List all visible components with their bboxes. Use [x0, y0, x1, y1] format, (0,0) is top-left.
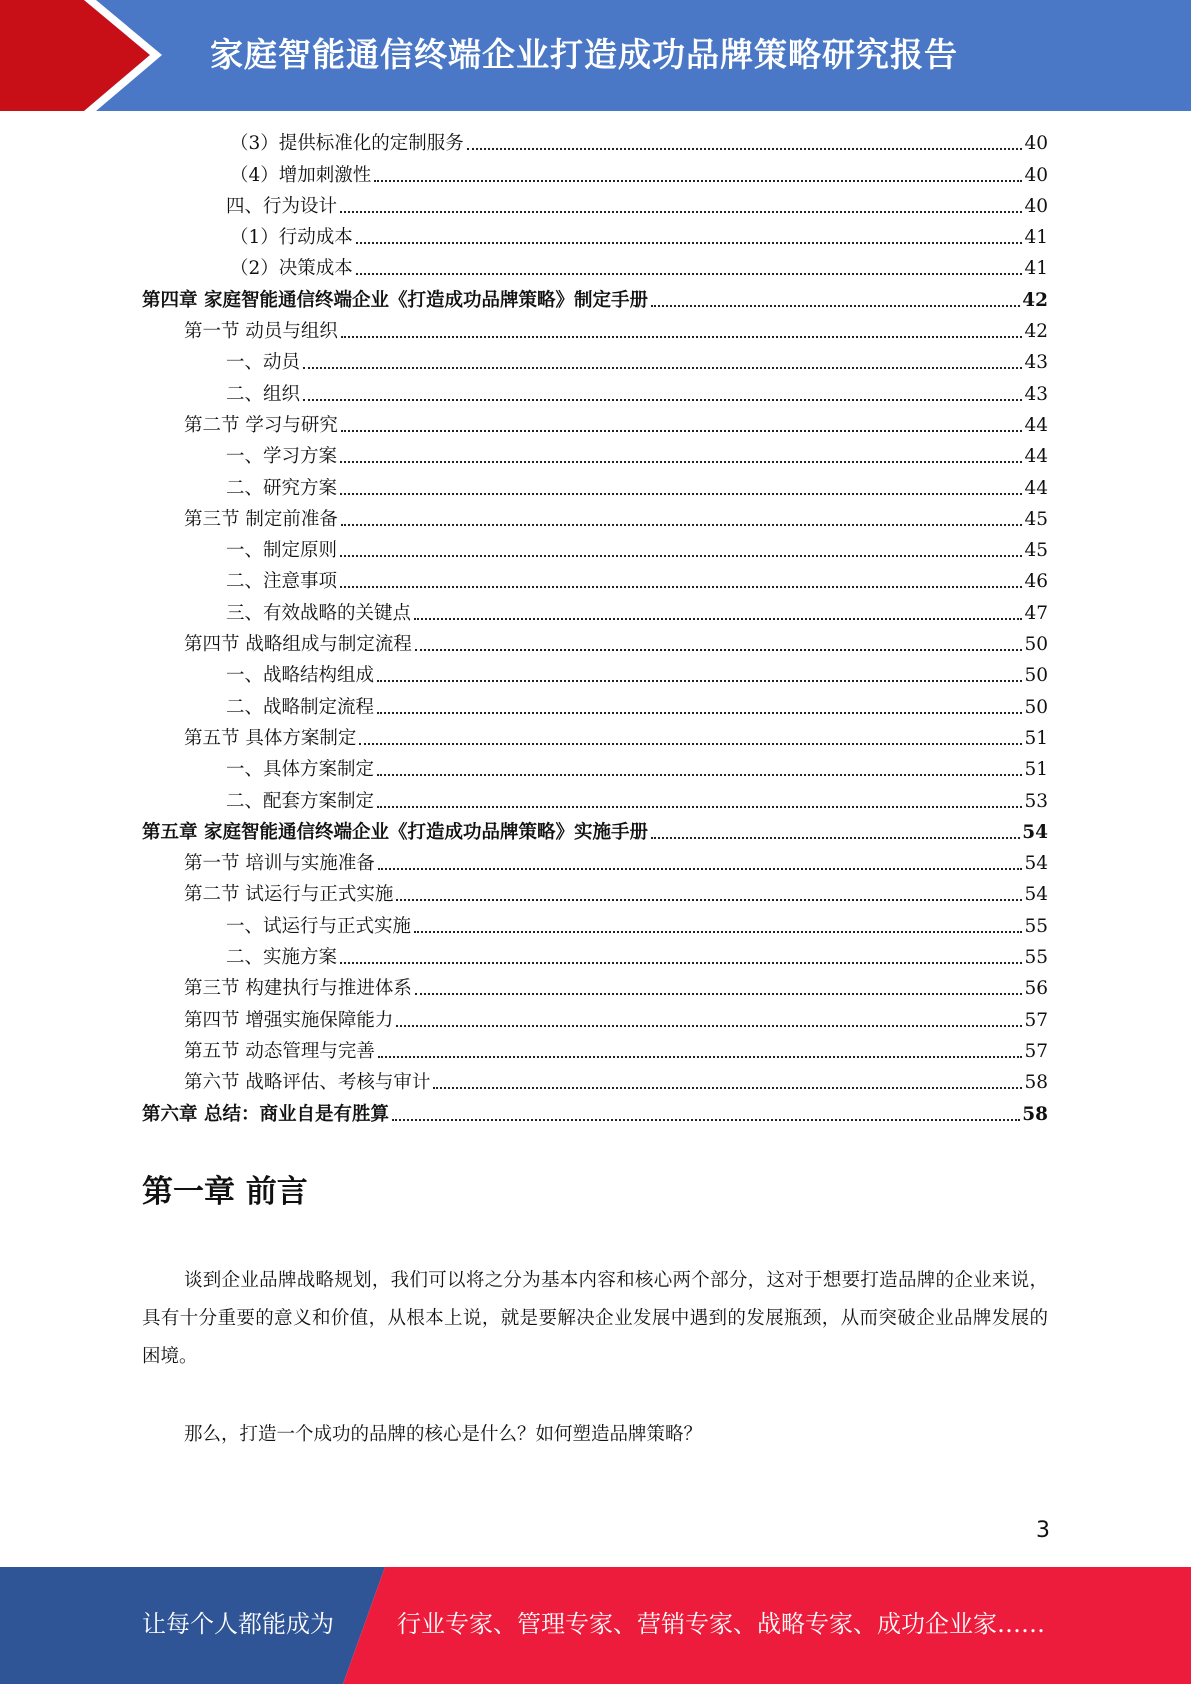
toc-entry-page: 44 [1024, 414, 1048, 436]
toc-entry-page: 45 [1024, 540, 1048, 562]
toc-entry-page: 40 [1024, 164, 1048, 186]
toc-leader-dots [340, 493, 1022, 495]
toc-leader-dots [356, 273, 1023, 275]
toc-entry[interactable] [142, 848, 1048, 879]
toc-entry-page: 50 [1024, 634, 1048, 656]
toc-leader-dots [377, 680, 1022, 682]
toc-entry-page: 46 [1024, 571, 1048, 593]
body-paragraph: 那么，打造一个成功的品牌的核心是什么？如何塑造品牌策略？ [184, 1424, 703, 1445]
toc-leader-dots [377, 774, 1022, 776]
toc-leader-dots [341, 524, 1023, 526]
toc-entry-page: 57 [1024, 1040, 1048, 1062]
toc-leader-dots [651, 305, 1020, 307]
toc-leader-dots [415, 649, 1023, 651]
toc-entry-page: 58 [1022, 1103, 1048, 1125]
toc-entry-title: 一、制定原则 [226, 540, 338, 562]
toc-entry[interactable] [142, 566, 1048, 597]
toc-entry-page: 45 [1024, 508, 1048, 530]
toc-entry[interactable] [142, 629, 1048, 660]
toc-entry-title: 二、配套方案制定 [226, 790, 375, 812]
toc-entry-title: 第六章 总结：商业自是有胜算 [142, 1103, 389, 1125]
toc-leader-dots [303, 399, 1022, 401]
toc-entry-page: 42 [1024, 321, 1048, 343]
toc-leader-dots [378, 868, 1023, 870]
toc-entry[interactable] [142, 910, 1048, 941]
toc-entry-page: 57 [1024, 1009, 1048, 1031]
toc-entry-page: 55 [1024, 947, 1048, 969]
toc-entry-page: 51 [1024, 759, 1048, 781]
toc-leader-dots [340, 962, 1022, 964]
toc-entry-title: 第六节 战略评估、考核与审计 [184, 1072, 431, 1094]
toc-entry-page: 40 [1024, 133, 1048, 155]
toc-entry-title: 二、战略制定流程 [226, 696, 375, 718]
toc-leader-dots [433, 1087, 1022, 1089]
chapter-heading: 第一章 前言 [142, 1174, 308, 1210]
toc-entry[interactable] [142, 347, 1048, 378]
toc-entry-title: 一、学习方案 [226, 446, 338, 468]
toc-entry[interactable] [142, 222, 1048, 253]
toc-entry[interactable] [142, 253, 1048, 284]
table-of-contents [142, 128, 1048, 1130]
toc-entry-page: 55 [1024, 915, 1048, 937]
toc-entry[interactable] [142, 691, 1048, 722]
toc-entry[interactable] [142, 597, 1048, 628]
footer-slogan-right: 行业专家、管理专家、营销专家、战略专家、成功企业家…… [397, 1610, 1045, 1638]
page-number: 3 [1036, 1518, 1050, 1543]
toc-entry-title: 第四节 战略组成与制定流程 [184, 634, 412, 656]
toc-entry-title: 二、研究方案 [226, 477, 338, 499]
toc-entry-page: 53 [1024, 790, 1048, 812]
toc-entry-title: 第五节 动态管理与完善 [184, 1040, 375, 1062]
toc-entry[interactable] [142, 441, 1048, 472]
toc-entry[interactable] [142, 817, 1048, 848]
toc-entry[interactable] [142, 410, 1048, 441]
toc-entry-page: 44 [1024, 477, 1048, 499]
toc-leader-dots [378, 1056, 1023, 1058]
toc-leader-dots [651, 837, 1020, 839]
toc-entry[interactable] [142, 504, 1048, 535]
toc-entry[interactable] [142, 754, 1048, 785]
toc-entry[interactable] [142, 660, 1048, 691]
toc-entry-page: 43 [1024, 352, 1048, 374]
toc-leader-dots [396, 1025, 1022, 1027]
toc-entry[interactable] [142, 472, 1048, 503]
toc-entry-page: 50 [1024, 665, 1048, 687]
toc-leader-dots [374, 180, 1022, 182]
toc-leader-dots [303, 367, 1022, 369]
toc-leader-dots [340, 555, 1022, 557]
toc-entry-page: 54 [1024, 884, 1048, 906]
toc-entry[interactable] [142, 128, 1048, 159]
toc-entry[interactable] [142, 1004, 1048, 1035]
toc-entry-title: 二、实施方案 [226, 947, 338, 969]
toc-entry-title: 第一节 动员与组织 [184, 321, 338, 343]
toc-entry[interactable] [142, 159, 1048, 190]
toc-entry-page: 41 [1024, 227, 1048, 249]
toc-leader-dots [396, 899, 1022, 901]
toc-entry[interactable] [142, 785, 1048, 816]
footer-banner [0, 1567, 1191, 1684]
toc-entry-title: 二、注意事项 [226, 571, 338, 593]
toc-entry[interactable] [142, 1098, 1048, 1129]
toc-leader-dots [414, 931, 1022, 933]
toc-leader-dots [340, 586, 1022, 588]
toc-entry-title: 第一节 培训与实施准备 [184, 853, 375, 875]
toc-entry-title: 四、行为设计 [226, 195, 338, 217]
toc-entry-page: 54 [1024, 853, 1048, 875]
toc-entry[interactable] [142, 1036, 1048, 1067]
toc-entry[interactable] [142, 973, 1048, 1004]
toc-entry[interactable] [142, 284, 1048, 315]
toc-entry-page: 44 [1024, 446, 1048, 468]
toc-entry-title: （3）提供标准化的定制服务 [230, 133, 464, 155]
toc-entry-title: 第二节 学习与研究 [184, 414, 338, 436]
header-banner [0, 0, 1191, 111]
toc-entry-title: （4）增加刺激性 [230, 164, 372, 186]
toc-leader-dots [341, 430, 1023, 432]
toc-entry-title: 一、动员 [226, 352, 301, 374]
toc-entry[interactable] [142, 879, 1048, 910]
toc-entry-title: 第四章 家庭智能通信终端企业《打造成功品牌策略》制定手册 [142, 289, 648, 311]
toc-entry-page: 50 [1024, 696, 1048, 718]
toc-entry[interactable] [142, 535, 1048, 566]
toc-entry-page: 40 [1024, 195, 1048, 217]
toc-entry-page: 43 [1024, 383, 1048, 405]
toc-entry-page: 51 [1024, 727, 1048, 749]
toc-entry[interactable] [142, 378, 1048, 409]
toc-leader-dots [414, 618, 1022, 620]
toc-leader-dots [359, 743, 1022, 745]
toc-entry-title: 第五章 家庭智能通信终端企业《打造成功品牌策略》实施手册 [142, 821, 648, 843]
toc-entry-title: （1）行动成本 [230, 227, 353, 249]
footer-slogan-left: 让每个人都能成为 [142, 1610, 334, 1638]
toc-entry-title: 第四节 增强实施保障能力 [184, 1009, 394, 1031]
toc-entry[interactable] [142, 191, 1048, 222]
toc-entry[interactable] [142, 316, 1048, 347]
toc-leader-dots [377, 806, 1022, 808]
toc-leader-dots [340, 461, 1022, 463]
toc-entry-title: 第三节 构建执行与推进体系 [184, 978, 412, 1000]
toc-leader-dots [356, 242, 1023, 244]
toc-leader-dots [341, 336, 1023, 338]
toc-leader-dots [415, 993, 1023, 995]
toc-entry-page: 58 [1024, 1072, 1048, 1094]
toc-entry-title: 一、战略结构组成 [226, 665, 375, 687]
document-title: 家庭智能通信终端企业打造成功品牌策略研究报告 [210, 35, 958, 74]
toc-leader-dots [467, 148, 1023, 150]
toc-entry-page: 56 [1024, 978, 1048, 1000]
toc-leader-dots [377, 712, 1022, 714]
toc-entry-title: （2）决策成本 [230, 258, 353, 280]
toc-entry[interactable] [142, 942, 1048, 973]
toc-entry[interactable] [142, 723, 1048, 754]
toc-entry-title: 第五节 具体方案制定 [184, 727, 357, 749]
toc-entry-page: 47 [1024, 602, 1048, 624]
toc-entry-title: 二、组织 [226, 383, 301, 405]
toc-entry[interactable] [142, 1067, 1048, 1098]
toc-entry-title: 一、试运行与正式实施 [226, 915, 412, 937]
toc-entry-title: 一、具体方案制定 [226, 759, 375, 781]
toc-entry-title: 第二节 试运行与正式实施 [184, 884, 394, 906]
toc-entry-title: 三、有效战略的关键点 [226, 602, 412, 624]
toc-entry-title: 第三节 制定前准备 [184, 508, 338, 530]
body-paragraph: 谈到企业品牌战略规划，我们可以将之分为基本内容和核心两个部分，这对于想要打造品牌的企业来说，具有十分重要的意义和价值，从根本上说，就是要解决企业发展中遇到的发展瓶颈，从而突破企业品牌发展的困境。 [142, 1270, 1048, 1367]
toc-leader-dots [340, 211, 1022, 213]
toc-entry-page: 42 [1022, 289, 1048, 311]
toc-leader-dots [392, 1119, 1020, 1121]
toc-entry-page: 41 [1024, 258, 1048, 280]
toc-entry-page: 54 [1022, 821, 1048, 843]
